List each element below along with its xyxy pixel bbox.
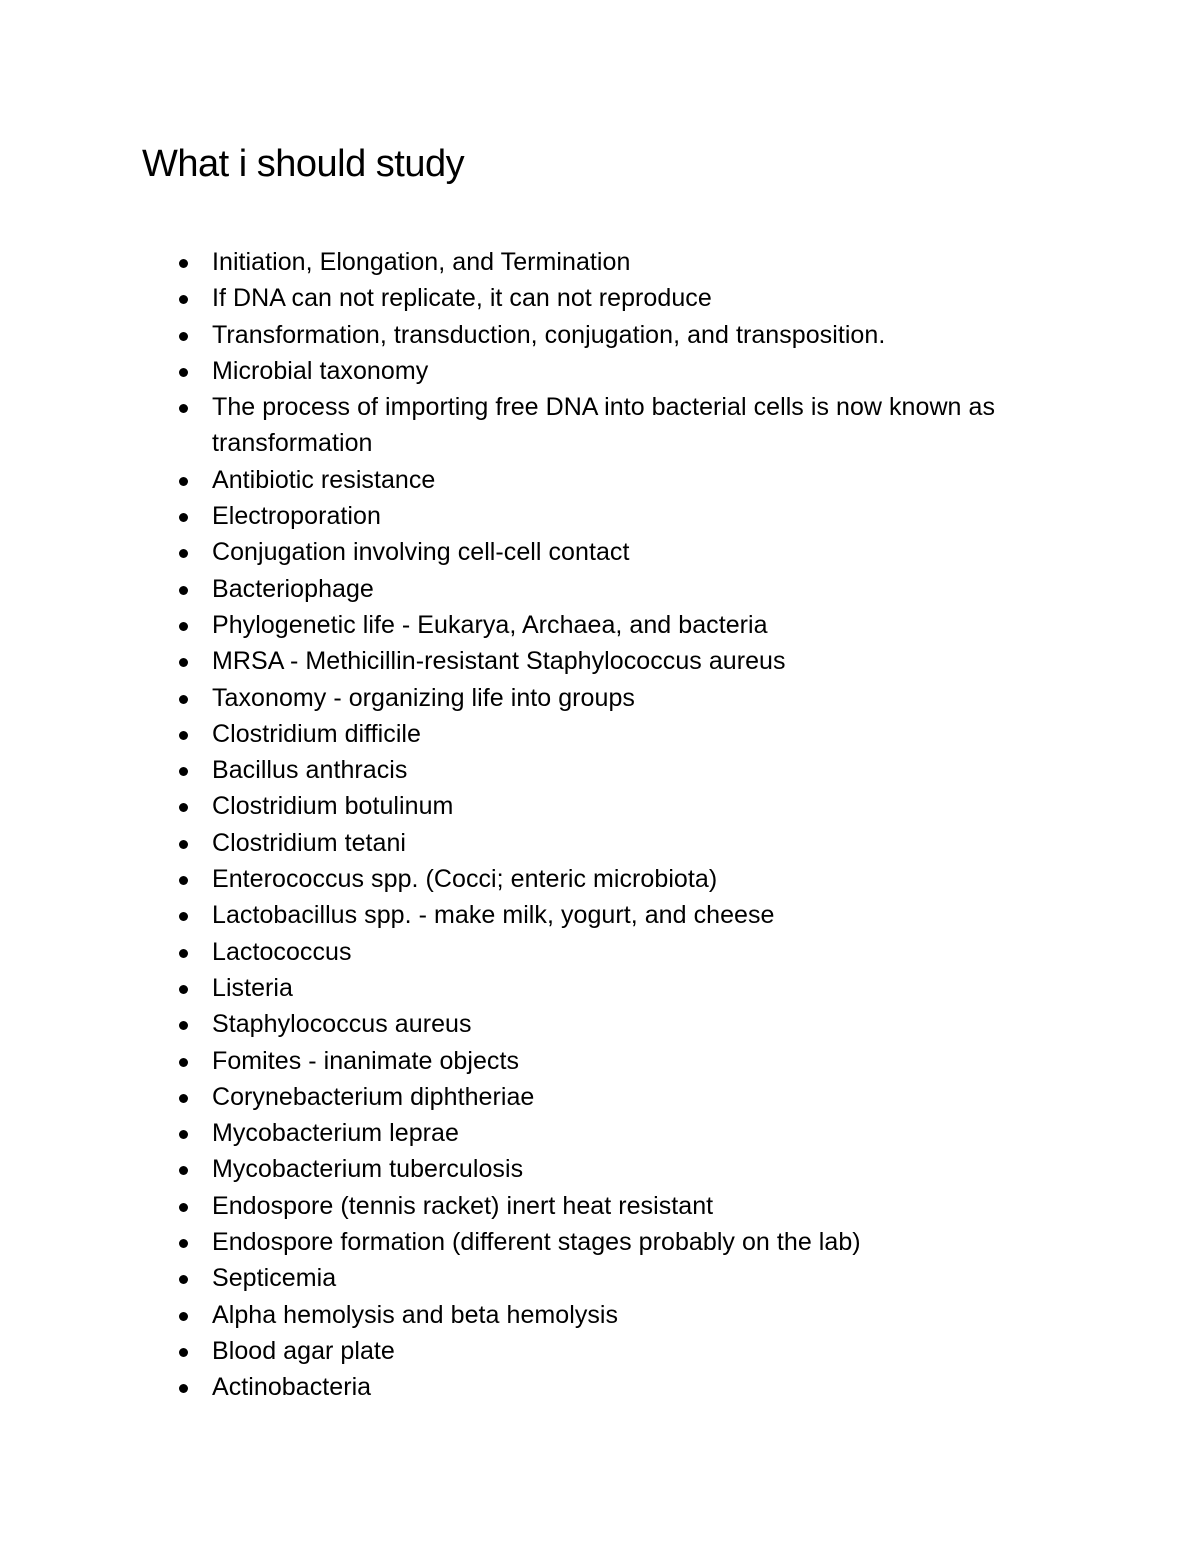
list-item [0, 1006, 1200, 1042]
bullet-icon [179, 1058, 188, 1067]
bullet-icon [179, 622, 188, 631]
bullet-icon [179, 549, 188, 558]
list-item-text: Endospore formation (different stages probably on the lab) [212, 1228, 861, 1257]
bullet-icon [179, 695, 188, 704]
list-item [0, 752, 1200, 788]
list-item-text: Staphylococcus aureus [212, 1010, 472, 1039]
list-item-text: Mycobacterium tuberculosis [212, 1155, 524, 1184]
list-item [0, 1079, 1200, 1115]
bullet-icon [179, 259, 188, 268]
list-item [0, 1260, 1200, 1296]
list-item-text: Endospore (tennis racket) inert heat resistant [212, 1191, 714, 1220]
list-item-text: Actinobacteria [212, 1373, 372, 1402]
list-item [0, 244, 1200, 280]
list-item-text: Clostridium difficile [212, 719, 421, 748]
bullet-icon [179, 1312, 188, 1321]
list-item-text: Phylogenetic life - Eukarya, Archaea, and bacteria [212, 610, 768, 639]
list-item-text: Lactococcus [212, 937, 352, 966]
bullet-icon [179, 1130, 188, 1139]
list-item-text: Listeria [212, 973, 293, 1002]
list-item-text: Bacillus anthracis [212, 756, 408, 785]
bullet-icon [179, 404, 188, 413]
list-item-text: Transformation, transduction, conjugation, and transposition. [212, 320, 886, 349]
list-item [0, 716, 1200, 752]
list-item [0, 897, 1200, 933]
bullet-icon [179, 840, 188, 849]
list-item-text: Electroporation [212, 502, 381, 531]
list-item [0, 1369, 1200, 1405]
bullet-icon [179, 876, 188, 885]
list-item [0, 1188, 1200, 1224]
list-item-text: The process of importing free DNA into bacterial cells is now known as transformation [212, 393, 996, 458]
bullet-icon [179, 949, 188, 958]
list-item [0, 1043, 1200, 1079]
list-item [0, 1151, 1200, 1187]
bullet-icon [179, 1348, 188, 1357]
bullet-icon [179, 803, 188, 812]
list-item [0, 643, 1200, 679]
list-item [0, 825, 1200, 861]
bullet-icon [179, 586, 188, 595]
bullet-icon [179, 513, 188, 522]
bullet-icon [179, 1094, 188, 1103]
page-title: What i should study [142, 143, 465, 185]
list-item-text: Bacteriophage [212, 574, 374, 603]
list-item [0, 607, 1200, 643]
list-item [0, 1224, 1200, 1260]
list-item-text: Initiation, Elongation, and Termination [212, 248, 631, 276]
list-item-text: Clostridium tetani [212, 828, 407, 857]
list-item [0, 934, 1200, 970]
list-item-text: MRSA - Methicillin-resistant Staphylococcus aureus [212, 647, 786, 676]
list-item-text: Enterococcus spp. (Cocci; enteric microbiota) [212, 865, 718, 894]
bullet-icon [179, 1166, 188, 1175]
bullet-icon [179, 767, 188, 776]
list-item [0, 861, 1200, 897]
list-item-text: Conjugation involving cell-cell contact [212, 538, 630, 567]
bullet-icon [179, 731, 188, 740]
list-item [0, 970, 1200, 1006]
list-item-text: Microbial taxonomy [212, 356, 429, 385]
bullet-icon [179, 1239, 188, 1248]
list-item [0, 353, 1200, 389]
list-item [0, 788, 1200, 824]
list-item [0, 462, 1200, 498]
list-item [0, 389, 1200, 462]
list-item-text: Fomites - inanimate objects [212, 1046, 520, 1075]
list-item-text: If DNA can not replicate, it can not reproduce [212, 284, 712, 313]
list-item [0, 317, 1200, 353]
list-item [0, 571, 1200, 607]
list-item-text: Lactobacillus spp. - make milk, yogurt, and cheese [212, 901, 775, 930]
bullet-icon [179, 477, 188, 486]
bullet-icon [179, 1384, 188, 1393]
bullet-icon [179, 985, 188, 994]
bullet-icon [179, 912, 188, 921]
list-item-text: Antibiotic resistance [212, 465, 436, 494]
bullet-icon [179, 295, 188, 304]
bullet-icon [179, 1021, 188, 1030]
bullet-icon [179, 368, 188, 377]
list-item [0, 1115, 1200, 1151]
list-item-text: Mycobacterium leprae [212, 1119, 459, 1148]
study-list [0, 244, 1200, 1406]
list-item-text: Clostridium botulinum [212, 792, 454, 821]
list-item [0, 280, 1200, 316]
list-item [0, 1297, 1200, 1333]
list-item [0, 534, 1200, 570]
list-item [0, 498, 1200, 534]
list-item-text: Septicemia [212, 1264, 337, 1293]
bullet-icon [179, 332, 188, 341]
bullet-icon [179, 1275, 188, 1284]
list-item [0, 680, 1200, 716]
list-item-text: Blood agar plate [212, 1336, 395, 1365]
list-item-text: Taxonomy - organizing life into groups [212, 683, 635, 712]
bullet-icon [179, 658, 188, 667]
list-item-text: Alpha hemolysis and beta hemolysis [212, 1300, 619, 1329]
list-item-text: Corynebacterium diphtheriae [212, 1082, 535, 1111]
list-item [0, 1333, 1200, 1369]
bullet-icon [179, 1203, 188, 1212]
